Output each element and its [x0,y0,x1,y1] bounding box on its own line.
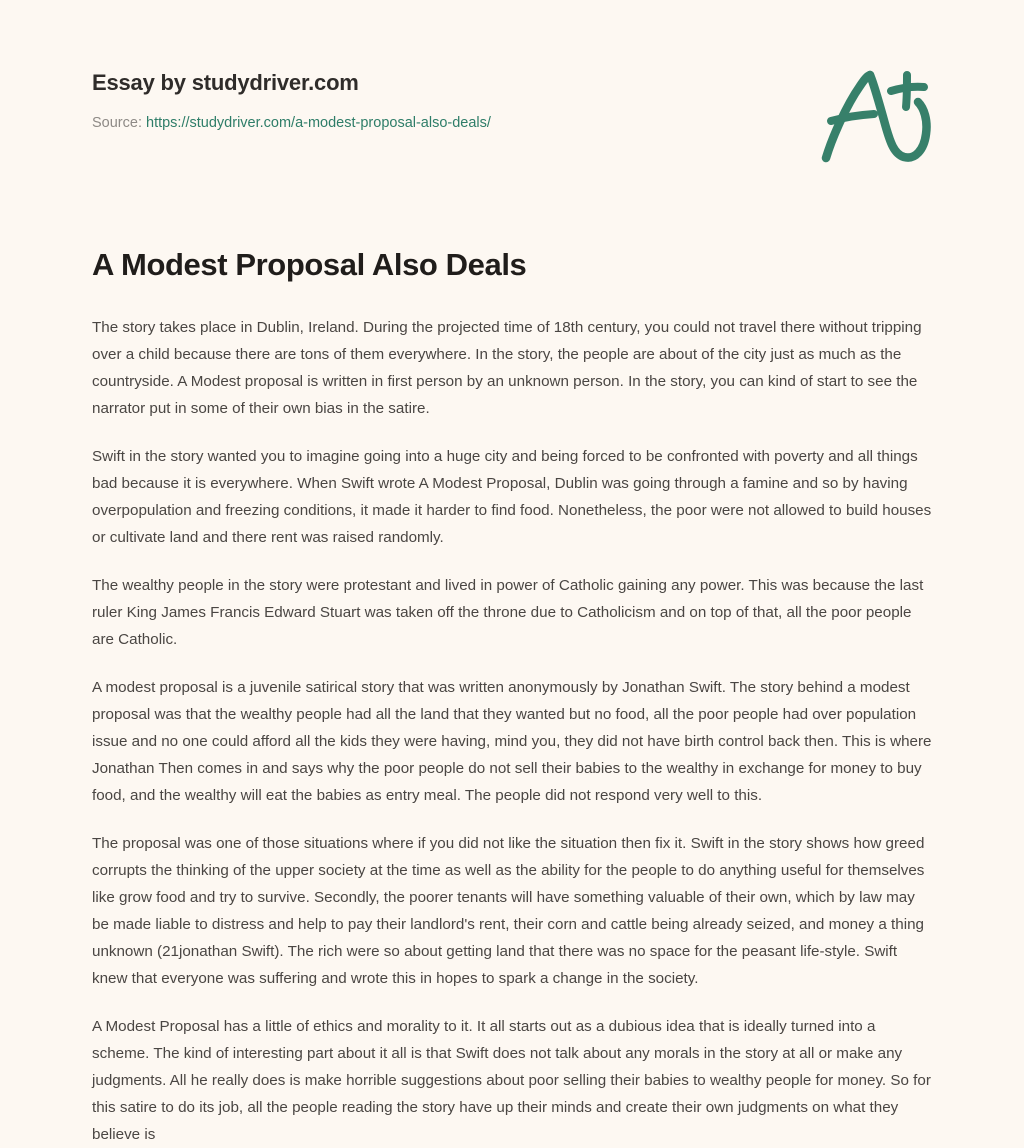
paragraph: Swift in the story wanted you to imagine going into a huge city and being forced to be confronted with poverty and all things bad because it is everywhere. When Swift wrote A Modest Proposal, Dublin was going through a famine and so by having overpopulation and freezing conditions, it made it harder to find food. Nonetheless, the poor were not allowed to build houses or cultivate land and there rent was raised randomly. [92,448,932,546]
source-label: Source: [92,115,146,131]
page-title: A Modest Proposal Also Deals [92,247,527,282]
paragraph: The proposal was one of those situations where if you did not like the situation then fix it. Swift in the story shows how greed corrupts the thinking of the upper society at the time as well as the ability for the people to do anything useful for themselves like grow food and try to survive. Secondly, the poorer tenants will have something valuable of their own, which by law may be made liable to distress and help to pay their landlord's rent, their corn and cattle being already seized, and money a thing unknown (21jonathan Swift). The rich were so about getting land that there was no space for the peasant life-style. Swift knew that everyone was suffering and wrote this in hopes to spark a change in the society. [92,835,925,987]
paragraph: A modest proposal is a juvenile satirical story that was written anonymously by Jonathan Swift. The story behind a modest proposal was that the wealthy people had all the land that they wanted but no food, all the poor people had over population issue and no one could afford all the kids they were having, mind you, they did not have birth control back then. This is where Jonathan Then comes in and says why the poor people do not sell their babies to the wealthy in exchange for money to buy food, and the wealthy will eat the babies as entry meal. The people did not respond very well to this. [92,679,932,804]
paragraph: The wealthy people in the story were protestant and lived in power of Catholic gaining any power. This was because the last ruler King James Francis Edward Stuart was taken off the throne due to Catholicism and on top of that, all the poor people are Catholic. [92,577,924,648]
source-url-link[interactable]: https://studydriver.com/a-modest-proposal-also-deals/ [146,115,491,131]
studydriver-a-plus-logo[interactable] [812,62,936,166]
paragraph: The story takes place in Dublin, Ireland. During the projected time of 18th century, you could not travel there without tripping over a child because there are tons of them everywhere. In the story, the people are about of the city just as much as the countryside. A Modest proposal is written in first person by an unknown person. In the story, you can kind of start to see the narrator put in some of their own bias in the satire. [92,319,922,417]
article [92,246,934,1148]
page-header [92,68,792,133]
paragraph: A Modest Proposal has a little of ethics and morality to it. It all starts out as a dubious idea that is ideally turned into a scheme. The kind of interesting part about it all is that Swift does not talk about any morals in the story at all or make any judgments. All he really does is make horrible suggestions about poor selling their babies to wealthy people for money. So for this satire to do its job, all the people reading the story have up their minds and create their own judgments on what they believe is [92,1018,931,1143]
article-body [92,314,934,1148]
a-plus-icon [812,62,936,166]
source-line [92,113,792,133]
site-title: Essay by studydriver.com [92,70,359,95]
